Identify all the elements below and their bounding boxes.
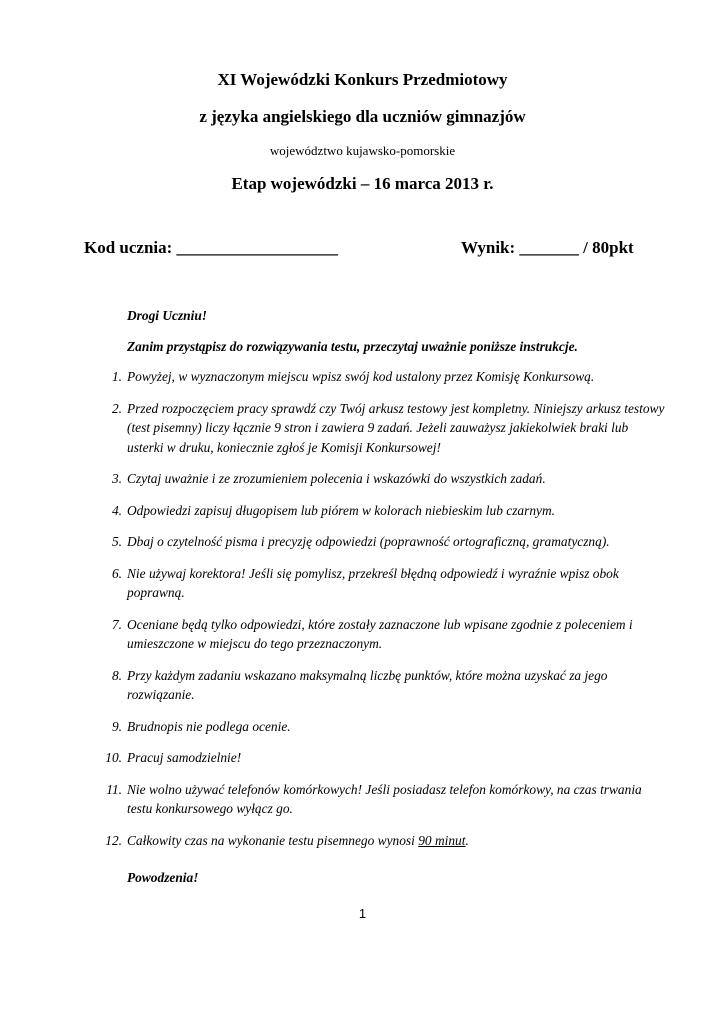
- list-item: [0, 615, 667, 654]
- list-item: [0, 367, 667, 387]
- list-item-number: 10.: [105, 750, 122, 765]
- list-item: [0, 666, 667, 705]
- greeting: Drogi Uczniu!: [127, 308, 207, 323]
- list-item: [0, 717, 667, 737]
- list-item-text: Brudnopis nie podlega ocenie.: [127, 718, 291, 734]
- list-item-number: 9.: [111, 718, 122, 734]
- list-item: [0, 748, 667, 768]
- list-item-text: Pracuj samodzielnie!: [127, 750, 242, 765]
- list-item-text: Nie wolno używać telefonów komórkowych! Jeśli posiadasz telefon komórkowy, na czas trwania testu konkursowego wyłącz go.: [127, 781, 642, 816]
- region-line: województwo kujawsko-pomorskie: [269, 143, 456, 158]
- list-item-number: 11.: [106, 781, 122, 797]
- list-item-number: 5.: [111, 534, 122, 549]
- instruction-heading: Zanim przystąpisz do rozwiązywania testu, przeczytaj uważnie poniższe instrukcje.: [127, 339, 578, 354]
- list-item-text: Nie używaj korektora! Jeśli się pomylisz, przekreśl błędną odpowiedź i wyraźnie wpisz obok poprawną.: [127, 565, 619, 600]
- list-item: [0, 831, 667, 851]
- list-item: [0, 399, 667, 458]
- closing-line: Powodzenia!: [127, 870, 199, 885]
- time-limit: 90 minut: [418, 832, 466, 848]
- list-item-number: 3.: [111, 471, 122, 486]
- list-item-number: 2.: [111, 400, 122, 416]
- page-number: 1: [358, 906, 367, 921]
- list-item-number: 6.: [111, 565, 122, 581]
- list-item: [0, 564, 667, 603]
- list-item-number: 7.: [111, 616, 122, 632]
- list-item-number: 1.: [111, 369, 122, 384]
- list-item-text-end: .: [465, 832, 469, 848]
- list-item-number: 4.: [111, 502, 122, 518]
- list-item-text: Przed rozpoczęciem pracy sprawdź czy Twój arkusz testowy jest kompletny. Niniejszy arkusz testowy (test pisemny) liczy łącznie 9 stron i zawiera 9 zadań. Jeżeli zauważysz jakiekolwiek braki lub usterki w druku, koniecznie zgłoś je Komisji Konkursowej!: [127, 400, 665, 455]
- list-item-text: Powyżej, w wyznaczonym miejscu wpisz swój kod ustalony przez Komisję Konkursową.: [127, 369, 595, 384]
- score-field: Wynik: _______ / 80pkt: [461, 238, 634, 257]
- instructions-list: [0, 367, 725, 888]
- list-item: [0, 780, 667, 819]
- list-item-text: Całkowity czas na wykonanie testu pisemnego wynosi: [127, 832, 419, 848]
- list-item: [0, 501, 667, 521]
- list-item-text: Przy każdym zadaniu wskazano maksymalną liczbę punktów, które można uzyskać za jego rozwiązanie.: [127, 667, 608, 702]
- list-item: [0, 469, 667, 489]
- list-item: [0, 532, 687, 552]
- student-code-field: Kod ucznia: ___________________: [84, 238, 339, 257]
- list-item-text: Czytaj uważnie i ze zrozumieniem polecenia i wskazówki do wszystkich zadań.: [127, 471, 546, 486]
- list-item-text: Oceniane będą tylko odpowiedzi, które zostały zaznaczone lub wpisane zgodnie z poleceniem i umieszczone w miejscu do tego przeznaczonym.: [127, 616, 633, 651]
- list-item-number: 8.: [111, 667, 122, 683]
- list-item-number: 12.: [105, 832, 122, 848]
- list-item-text: Dbaj o czytelność pisma i precyzję odpowiedzi (poprawność ortograficzną, gramatyczną).: [127, 534, 610, 549]
- contest-title: XI Wojewódzki Konkurs Przedmiotowy: [217, 70, 508, 89]
- list-item-text: Odpowiedzi zapisuj długopisem lub piórem w kolorach niebieskim lub czarnym.: [127, 502, 555, 518]
- stage-line: Etap wojewódzki – 16 marca 2013 r.: [231, 174, 494, 193]
- contest-subtitle: z języka angielskiego dla uczniów gimnazjów: [199, 107, 526, 126]
